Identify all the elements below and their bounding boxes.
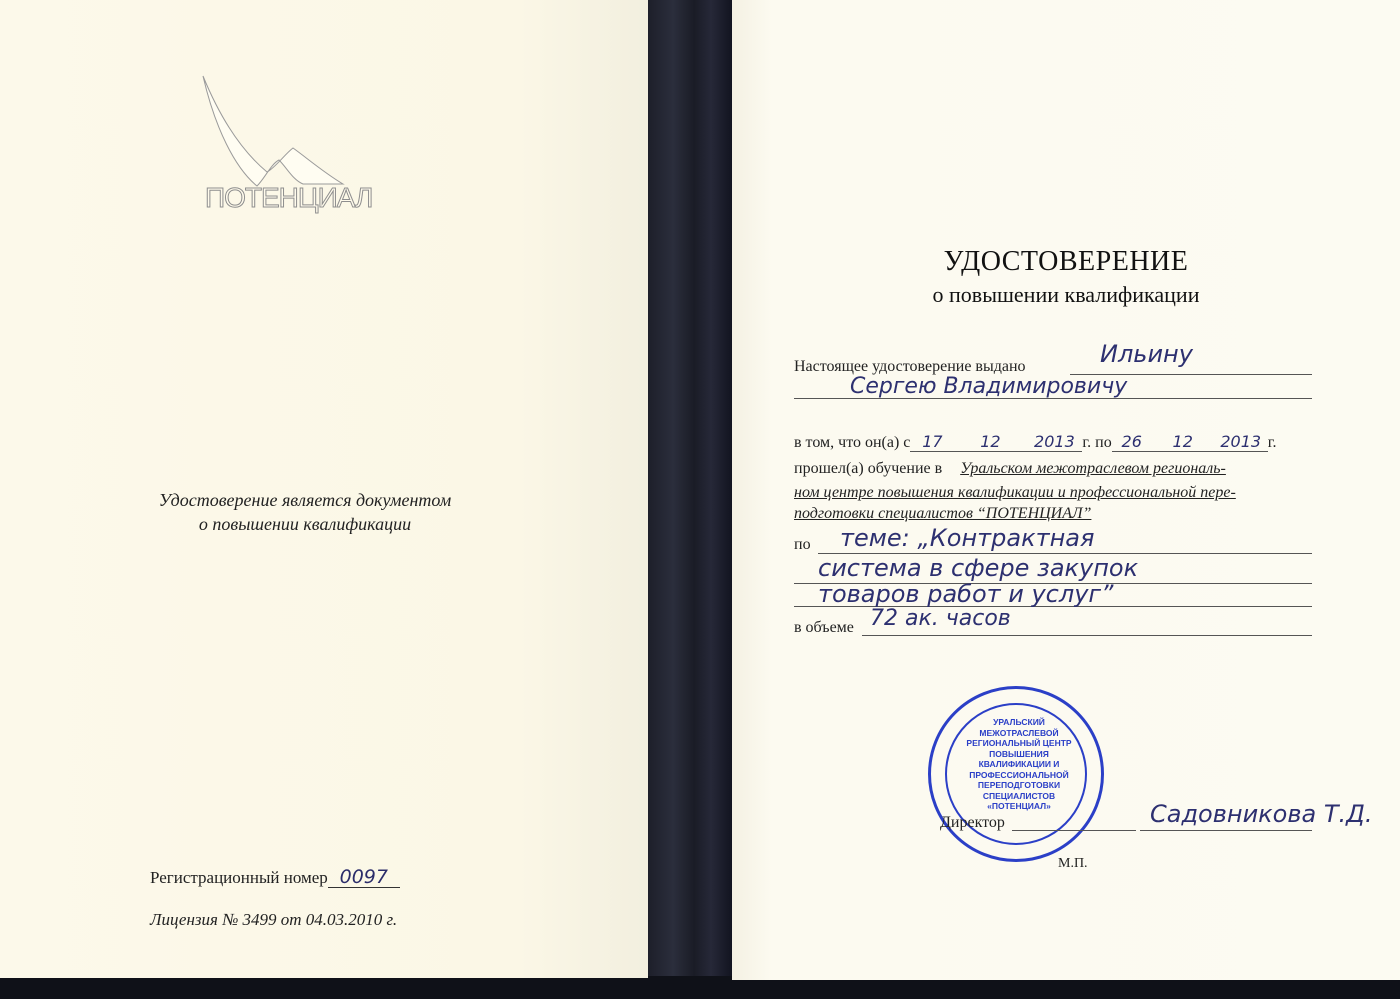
period-row <box>794 432 1277 452</box>
period-prefix: в том, что он(а) с <box>794 434 911 451</box>
logo-text: ПОТЕНЦИАЛ <box>205 182 373 213</box>
trained-label: прошел(а) обучение в <box>794 460 943 477</box>
note-line-2: о повышении квалификации <box>198 514 412 534</box>
volume-underline <box>862 635 1312 636</box>
director-label: Директор <box>940 814 1005 831</box>
date-from-month: 12 <box>954 432 1026 452</box>
topic-line-3: товаров работ и услуг” <box>818 580 1114 608</box>
institution-line-3: подготовки специалистов “ПОТЕНЦИАЛ” <box>794 505 1092 522</box>
issued-label: Настоящее удостоверение выдано <box>794 358 1026 375</box>
institution-line-2: ном центре повышения квалификации и профессиональной пере- <box>794 484 1236 501</box>
date-from-year: 2013 <box>1026 432 1082 452</box>
trained-row <box>794 460 1226 478</box>
certificate-subtitle: о повышении квалификации <box>932 282 1200 307</box>
seal-label: М.П. <box>1058 856 1088 871</box>
stamp-text: УРАЛЬСКИЙ МЕЖОТРАСЛЕВОЙ РЕГИОНАЛЬНЫЙ ЦЕНТР ПОВЫШЕНИЯ КВАЛИФИКАЦИИ И ПРОФЕССИОНАЛЬНОЙ ПЕРЕПОДГОТОВКИ СПЕЦИАЛИСТОВ «ПОТЕНЦИАЛ» <box>966 717 1072 811</box>
institution-line-1: Уральском межотраслевом региональ- <box>960 460 1226 477</box>
year-suffix-1: г. <box>1082 434 1092 451</box>
signature-name-line <box>1140 830 1312 831</box>
course-volume: 72 ак. часов <box>870 606 1011 631</box>
license-info: Лицензия № 3499 от 04.03.2010 г. <box>150 910 398 929</box>
certificate-note <box>120 488 490 536</box>
signature-line <box>1012 830 1136 831</box>
by-label: по <box>794 536 811 553</box>
registration-number-row <box>150 868 400 888</box>
recipient-surname: Ильину <box>1100 340 1193 368</box>
certificate-title: УДОСТОВЕРЕНИЕ <box>943 246 1189 277</box>
date-to-day: 26 <box>1112 432 1152 452</box>
date-to-month: 12 <box>1152 432 1214 452</box>
date-from-day: 17 <box>910 432 954 452</box>
cover-spine <box>648 0 732 999</box>
date-to-year: 2013 <box>1214 432 1268 452</box>
institution-stamp <box>928 686 1104 862</box>
registration-number: 0097 <box>328 868 400 888</box>
recipient-name: Сергею Владимировичу <box>850 374 1128 399</box>
topic-line-1: теме: „Контрактная <box>840 524 1095 552</box>
director-signature: Садовникова Т.Д. <box>1150 800 1373 828</box>
note-line-1: Удостоверение является документом <box>158 490 452 510</box>
left-page <box>0 0 648 978</box>
year-suffix-2: г. <box>1267 434 1277 451</box>
volume-label: в объеме <box>794 619 854 636</box>
topic-line-2: система в сфере закупок <box>818 554 1139 582</box>
registration-label: Регистрационный номер <box>150 868 328 887</box>
period-to-label: по <box>1095 434 1112 451</box>
